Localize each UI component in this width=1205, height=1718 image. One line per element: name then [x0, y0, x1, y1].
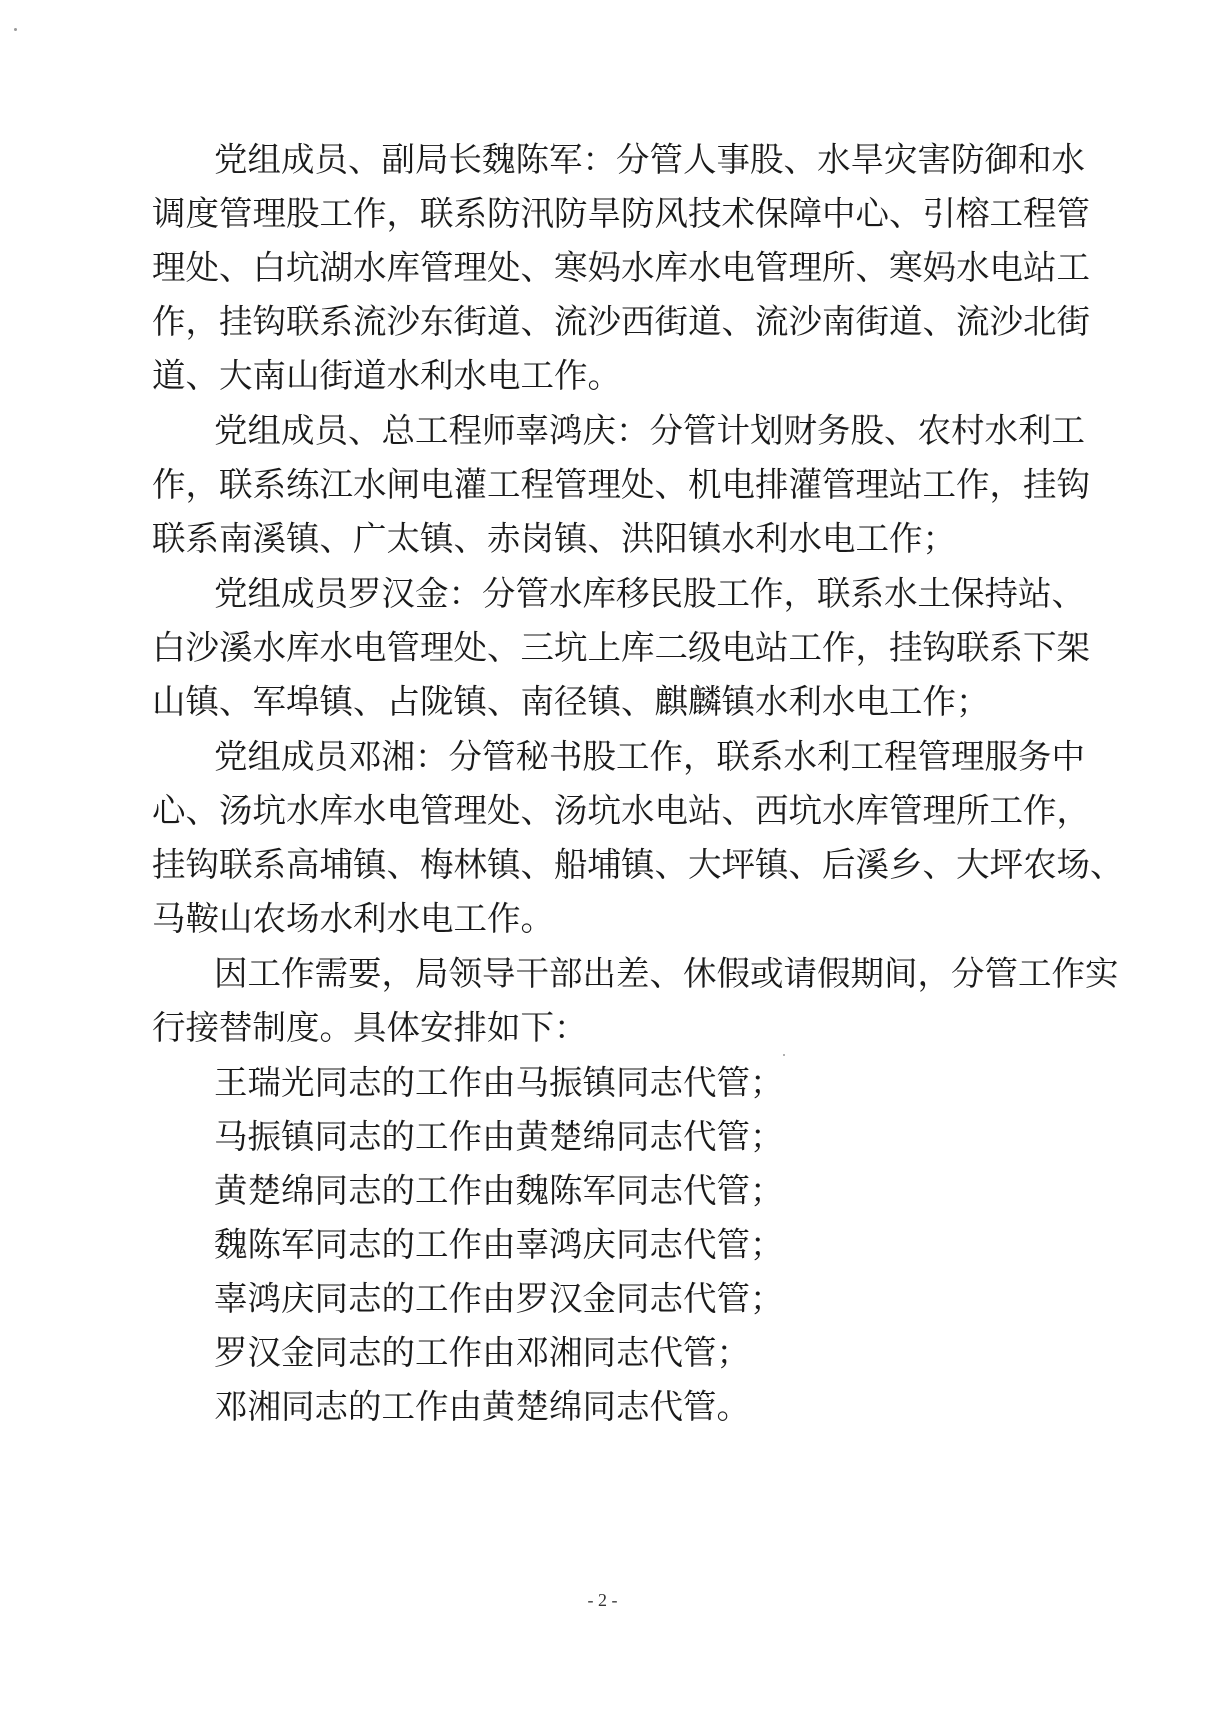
text-line: 挂钩联系高埔镇、梅林镇、船埔镇、大坪镇、后溪乡、大坪农场、	[152, 845, 1124, 884]
text-line: 党组成员、总工程师辜鸿庆：分管计划财务股、农村水利工	[214, 411, 1085, 450]
text-line: 理处、白坑湖水库管理处、寒妈水库水电管理所、寒妈水电站工	[152, 248, 1090, 287]
substitution-line: 罗汉金同志的工作由邓湘同志代管；	[214, 1333, 750, 1372]
text-line: 行接替制度。具体安排如下：	[152, 1008, 588, 1047]
text-line: 党组成员邓湘：分管秘书股工作，联系水利工程管理服务中	[214, 737, 1085, 776]
text-line: 联系南溪镇、广太镇、赤岗镇、洪阳镇水利水电工作；	[152, 519, 956, 558]
text-line: 因工作需要，局领导干部出差、休假或请假期间，分管工作实	[214, 954, 1119, 993]
text-line: 山镇、军埠镇、占陇镇、南径镇、麒麟镇水利水电工作；	[152, 682, 990, 721]
text-line: 马鞍山农场水利水电工作。	[152, 899, 554, 938]
text-line: 党组成员、副局长魏陈军：分管人事股、水旱灾害防御和水	[214, 140, 1085, 179]
text-line: 道、大南山街道水利水电工作。	[152, 356, 621, 395]
scan-artifact-mark	[783, 1054, 785, 1056]
text-line: 白沙溪水库水电管理处、三坑上库二级电站工作，挂钩联系下架	[152, 628, 1090, 667]
text-line: 作，联系练江水闸电灌工程管理处、机电排灌管理站工作，挂钩	[152, 465, 1090, 504]
substitution-line: 黄楚绵同志的工作由魏陈军同志代管；	[214, 1171, 784, 1210]
text-line: 心、汤坑水库水电管理处、汤坑水电站、西坑水库管理所工作，	[152, 791, 1090, 830]
text-line: 作，挂钩联系流沙东街道、流沙西街道、流沙南街道、流沙北街	[152, 302, 1090, 341]
text-line: 调度管理股工作，联系防汛防旱防风技术保障中心、引榕工程管	[152, 194, 1090, 233]
substitution-line: 王瑞光同志的工作由马振镇同志代管；	[214, 1063, 784, 1102]
scan-artifact-dot	[14, 28, 17, 31]
substitution-line: 邓湘同志的工作由黄楚绵同志代管。	[214, 1387, 750, 1426]
page-number: - 2 -	[587, 1590, 618, 1610]
substitution-line: 辜鸿庆同志的工作由罗汉金同志代管；	[214, 1279, 784, 1318]
text-line: 党组成员罗汉金：分管水库移民股工作，联系水土保持站、	[214, 574, 1085, 613]
substitution-line: 魏陈军同志的工作由辜鸿庆同志代管；	[214, 1225, 784, 1264]
substitution-line: 马振镇同志的工作由黄楚绵同志代管；	[214, 1117, 784, 1156]
